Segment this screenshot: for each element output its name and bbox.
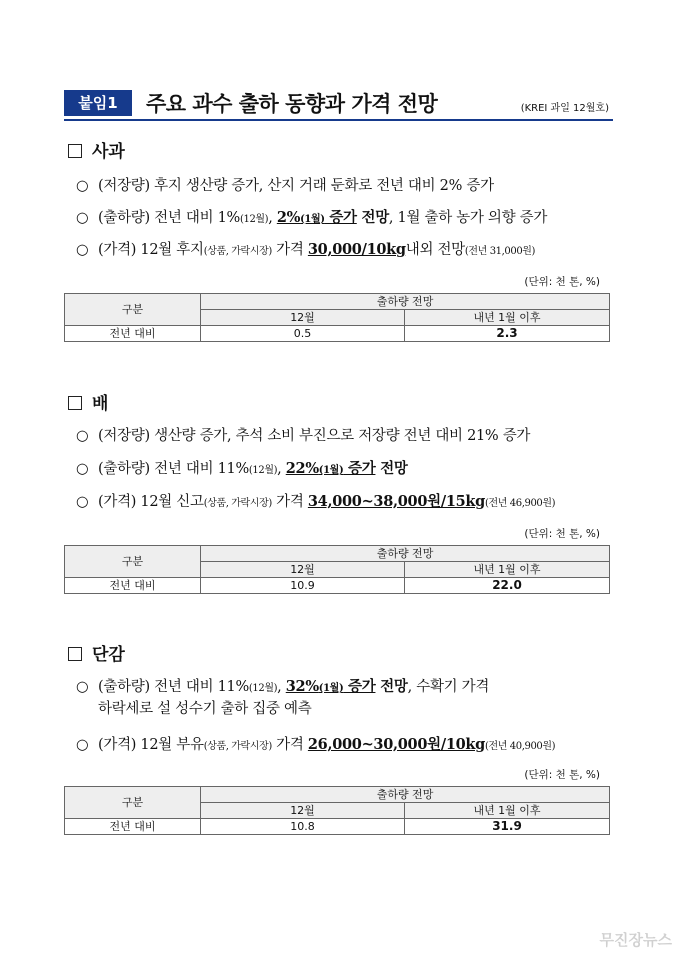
source-note: (KREI 과일 12월호) [520,103,609,114]
table-row-label: 전년 대비 [65,819,201,835]
table-header-category: 구분 [65,294,201,326]
table-cell-january: 31.9 [405,819,610,835]
bullet-persimmon-price: ○ (가격) 12월 부유(상품, 가락시장) 가격 26,000~30,000원/10kg(전년 40,900원) [76,736,556,753]
table-header-forecast: 출하량 전망 [201,787,610,803]
table-header-category: 구분 [65,787,201,819]
unit-note-persimmon: (단위: 천 톤, %) [524,769,600,781]
section-title-apple: 사과 [68,137,125,162]
section-title-persimmon: 단감 [68,640,125,665]
table-header-january: 내년 1월 이후 [405,803,610,819]
table-apple [64,293,610,342]
bullet-apple-price: ○ (가격) 12월 후지(상품, 가락시장) 가격 30,000/10kg내외 전망(전년 31,000원) [76,241,536,258]
document-header [64,86,613,120]
table-row-label: 전년 대비 [65,326,201,342]
header-divider [64,119,613,121]
bullet-pear-shipment: ○ (출하량) 전년 대비 11%(12월), 22%(1월) 증가 전망 [76,460,408,477]
table-header-december: 12월 [201,310,405,326]
bullet-apple-storage: ○ (저장량) 후지 생산량 증가, 산지 거래 둔화로 전년 대비 2% 증가 [76,178,494,194]
bullet-pear-price: ○ (가격) 12월 신고(상품, 가락시장) 가격 34,000~38,000원/15kg(전년 46,900원) [76,493,556,510]
table-persimmon [64,786,610,835]
bullet-apple-shipment: ○ (출하량) 전년 대비 1%(12월), 2%(1월) 증가 전망, 1월 출하 농가 의향 증가 [76,209,548,226]
section-box-icon [68,144,82,158]
table-row [65,578,610,594]
table-header-january: 내년 1월 이후 [405,310,610,326]
table-header-december: 12월 [201,562,405,578]
table-header-forecast: 출하량 전망 [201,294,610,310]
table-pear [64,545,610,594]
table-header-forecast: 출하량 전망 [201,546,610,562]
bullet-persimmon-shipment: ○ (출하량) 전년 대비 11%(12월), 32%(1월) 증가 전망, 수확기 가격 [76,678,490,695]
unit-note-pear: (단위: 천 톤, %) [524,528,600,540]
watermark: 무진장뉴스 [599,931,672,949]
table-cell-december: 0.5 [201,326,405,342]
bullet-persimmon-shipment-continued: 하락세로 설 성수기 출하 집중 예측 [98,701,312,717]
attachment-badge: 붙임1 [64,90,132,116]
table-cell-january: 2.3 [405,326,610,342]
table-cell-january: 22.0 [405,578,610,594]
table-cell-december: 10.8 [201,819,405,835]
table-header-december: 12월 [201,803,405,819]
bullet-pear-storage: ○ (저장량) 생산량 증가, 추석 소비 부진으로 저장량 전년 대비 21% 증가 [76,428,531,444]
section-box-icon [68,396,82,410]
unit-note-apple: (단위: 천 톤, %) [524,276,600,288]
table-header-category: 구분 [65,546,201,578]
section-title-pear: 배 [68,389,108,414]
table-row [65,326,610,342]
table-row-label: 전년 대비 [65,578,201,594]
table-row [65,819,610,835]
table-cell-december: 10.9 [201,578,405,594]
table-header-january: 내년 1월 이후 [405,562,610,578]
section-box-icon [68,647,82,661]
page-title: 주요 과수 출하 동향과 가격 전망 [146,92,438,116]
